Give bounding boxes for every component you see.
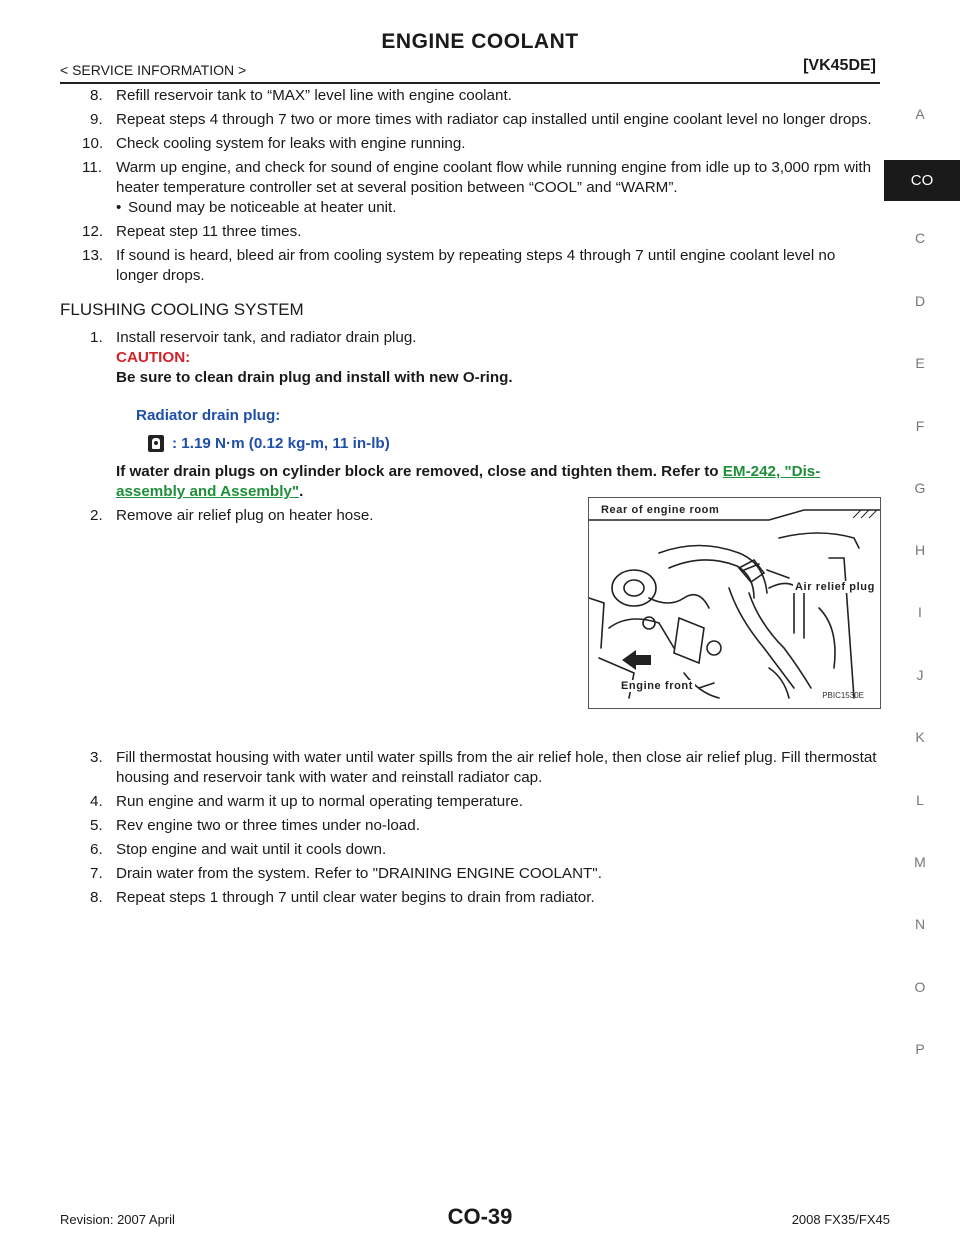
- side-index-item[interactable]: N: [914, 916, 926, 932]
- side-index-item[interactable]: P: [915, 1041, 925, 1057]
- note-paragraph: If water drain plugs on cylinder block are removed, close and tighten them. Refer to EM-242, "Dis-assembly and Assembly".: [116, 463, 821, 500]
- side-index-item[interactable]: F: [915, 418, 925, 434]
- model-code: [VK45DE]: [803, 57, 876, 74]
- side-index-item[interactable]: J: [916, 667, 924, 683]
- side-index-item[interactable]: E: [915, 355, 925, 371]
- list-item: 13. If sound is heard, bleed air from cooling system by repeating steps 4 through 7 until engine coolant level no longer drops.: [82, 247, 836, 284]
- list-item: 6. Stop engine and wait until it cools down.: [90, 841, 387, 858]
- list-item: 7. Drain water from the system. Refer to "DRAINING ENGINE COOLANT".: [90, 865, 602, 882]
- section-label: < SERVICE INFORMATION >: [60, 62, 247, 78]
- side-index-item[interactable]: H: [914, 542, 926, 558]
- reference-link[interactable]: EM-242, "Dis-assembly and Assembly": [116, 463, 821, 500]
- list-item: 1. Install reservoir tank, and radiator drain plug. CAUTION: Be sure to clean drain plug and install with new O-ring.: [82, 328, 880, 388]
- list-item: 10. Check cooling system for leaks with engine running.: [82, 135, 466, 152]
- list-item: 8. Repeat steps 1 through 7 until clear water begins to drain from radiator.: [90, 889, 595, 906]
- list-item: 2. Remove air relief plug on heater hose.: [90, 507, 374, 524]
- side-index-item[interactable]: D: [914, 293, 926, 309]
- figure-code: PBIC1530E: [822, 691, 864, 700]
- torque-spec: [82, 406, 880, 454]
- header-rule: [60, 82, 880, 84]
- spec-label: Radiator drain plug:: [136, 407, 281, 424]
- footer-revision: Revision: 2007 April: [60, 1212, 175, 1227]
- figure-label-plug: Air relief plug: [795, 581, 875, 593]
- page-title: ENGINE COOLANT: [381, 30, 579, 53]
- list-item: 9. Repeat steps 4 through 7 two or more times with radiator cap installed until engine coolant level no longer drops.: [90, 111, 872, 128]
- list-item: 12. Repeat step 11 three times.: [82, 223, 302, 240]
- figure-label-rear: Rear of engine room: [601, 504, 720, 516]
- engine-line-drawing: [589, 498, 880, 708]
- bullet-item: • Sound may be noticeable at heater unit.: [116, 199, 397, 216]
- footer-model: 2008 FX35/FX45: [791, 1212, 890, 1227]
- side-index-item[interactable]: C: [914, 230, 926, 246]
- side-index-item[interactable]: K: [915, 729, 925, 745]
- list-item: 3. Fill thermostat housing with water until water spills from the air relief hole, then close air relief plug. Fill thermostat housing and reservoir tank with water and reinstall radiator cap.: [90, 749, 877, 786]
- section-heading: FLUSHING COOLING SYSTEM: [60, 300, 304, 319]
- front-arrow-icon: [622, 650, 651, 670]
- caution-label: CAUTION:: [116, 349, 191, 366]
- page-number: CO-39: [447, 1204, 513, 1229]
- engine-room-illustration: [588, 497, 881, 709]
- side-index-item-active[interactable]: CO: [884, 160, 960, 201]
- caution-text: Be sure to clean drain plug and install with new O-ring.: [116, 369, 513, 386]
- side-index-item[interactable]: O: [914, 979, 926, 995]
- side-index-item[interactable]: G: [914, 480, 926, 496]
- side-index-item[interactable]: L: [916, 792, 924, 808]
- side-index: [880, 0, 960, 1242]
- side-index-item[interactable]: A: [915, 106, 925, 122]
- spec-value: : 1.19 N·m (0.12 kg-m, 11 in-lb): [172, 435, 390, 452]
- side-index-item[interactable]: I: [918, 604, 922, 620]
- list-item: 8. Refill reservoir tank to “MAX” level line with engine coolant.: [90, 87, 512, 104]
- list-item: 4. Run engine and warm it up to normal operating temperature.: [90, 793, 523, 810]
- list-item: 11. Warm up engine, and check for sound of engine coolant flow while running engine from idle up to 3,000 rpm with heater temperature controller set at several position between “COOL” and “WARM”.: [82, 159, 872, 196]
- figure-label-front: Engine front: [621, 680, 693, 692]
- side-index-item[interactable]: M: [914, 854, 926, 870]
- torque-wrench-icon: [148, 435, 164, 452]
- list-item: 5. Rev engine two or three times under no-load.: [90, 817, 420, 834]
